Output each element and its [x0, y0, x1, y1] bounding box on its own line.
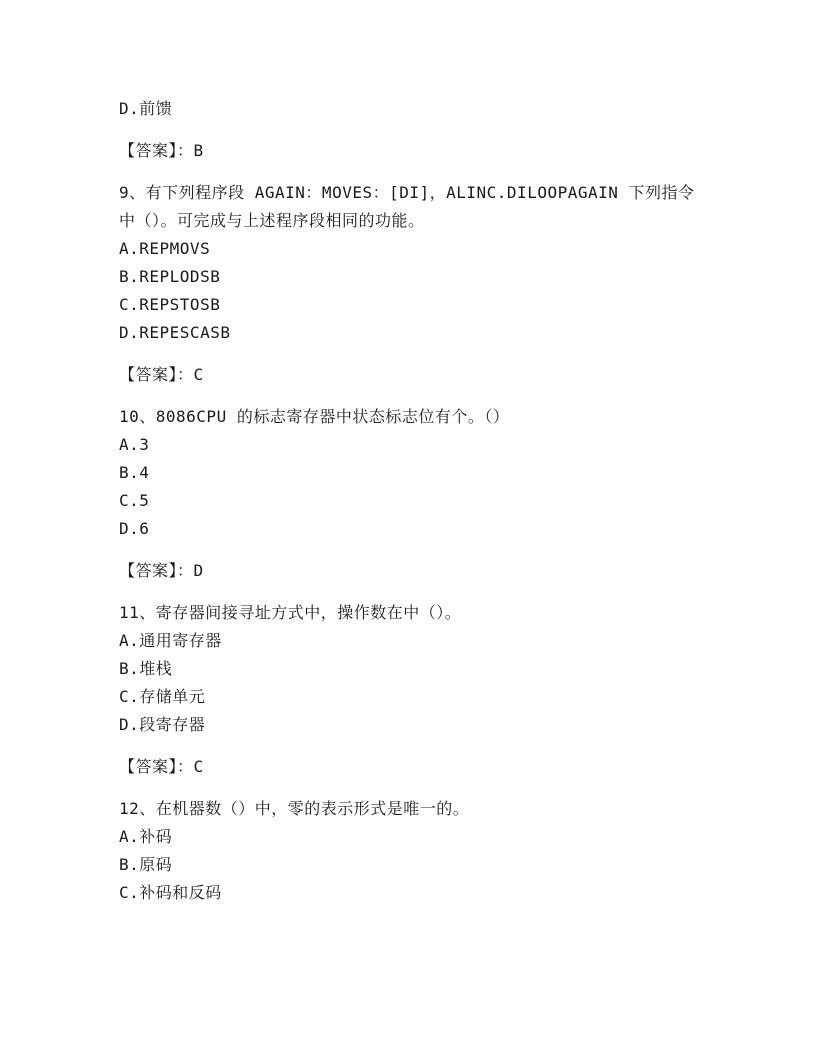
q9-option-b: B.REPLODSB: [119, 267, 221, 286]
q11-option-c: C.存储单元: [119, 687, 206, 706]
q12-option-c: C.补码和反码: [119, 883, 222, 902]
q10-answer: 【答案】：D: [119, 561, 204, 580]
q9-question-line-2: 中（）。可完成与上述程序段相同的功能。: [119, 211, 425, 230]
q8-option-d: D.前馈: [119, 99, 173, 118]
q10-option-a: A.3: [119, 435, 150, 454]
q10-option-d: D.6: [119, 519, 150, 538]
q10-option-c: C.5: [119, 491, 150, 510]
q9-question-line-1: 9、有下列程序段 AGAIN：MOVES：[DI]，ALINC.DILOOPAGAIN 下列指令: [119, 183, 695, 202]
q11-option-d: D.段寄存器: [119, 715, 206, 734]
q12-option-a: A.补码: [119, 827, 173, 846]
q8-answer: 【答案】：B: [119, 141, 204, 160]
q9-option-a: A.REPMOVS: [119, 239, 211, 258]
q11-question: 11、寄存器间接寻址方式中，操作数在中（）。: [119, 603, 462, 622]
q9-option-c: C.REPSTOSB: [119, 295, 221, 314]
q11-answer: 【答案】：C: [119, 757, 204, 776]
q10-question: 10、8086CPU 的标志寄存器中状态标志位有个。（）: [119, 407, 510, 426]
q12-question: 12、在机器数（）中，零的表示形式是唯一的。: [119, 799, 470, 818]
q11-option-b: B.堆栈: [119, 659, 173, 678]
document-page: [119, 95, 719, 907]
q12-option-b: B.原码: [119, 855, 173, 874]
q10-option-b: B.4: [119, 463, 150, 482]
q11-option-a: A.通用寄存器: [119, 631, 222, 650]
q9-answer: 【答案】：C: [119, 365, 204, 384]
q9-option-d: D.REPESCASB: [119, 323, 231, 342]
